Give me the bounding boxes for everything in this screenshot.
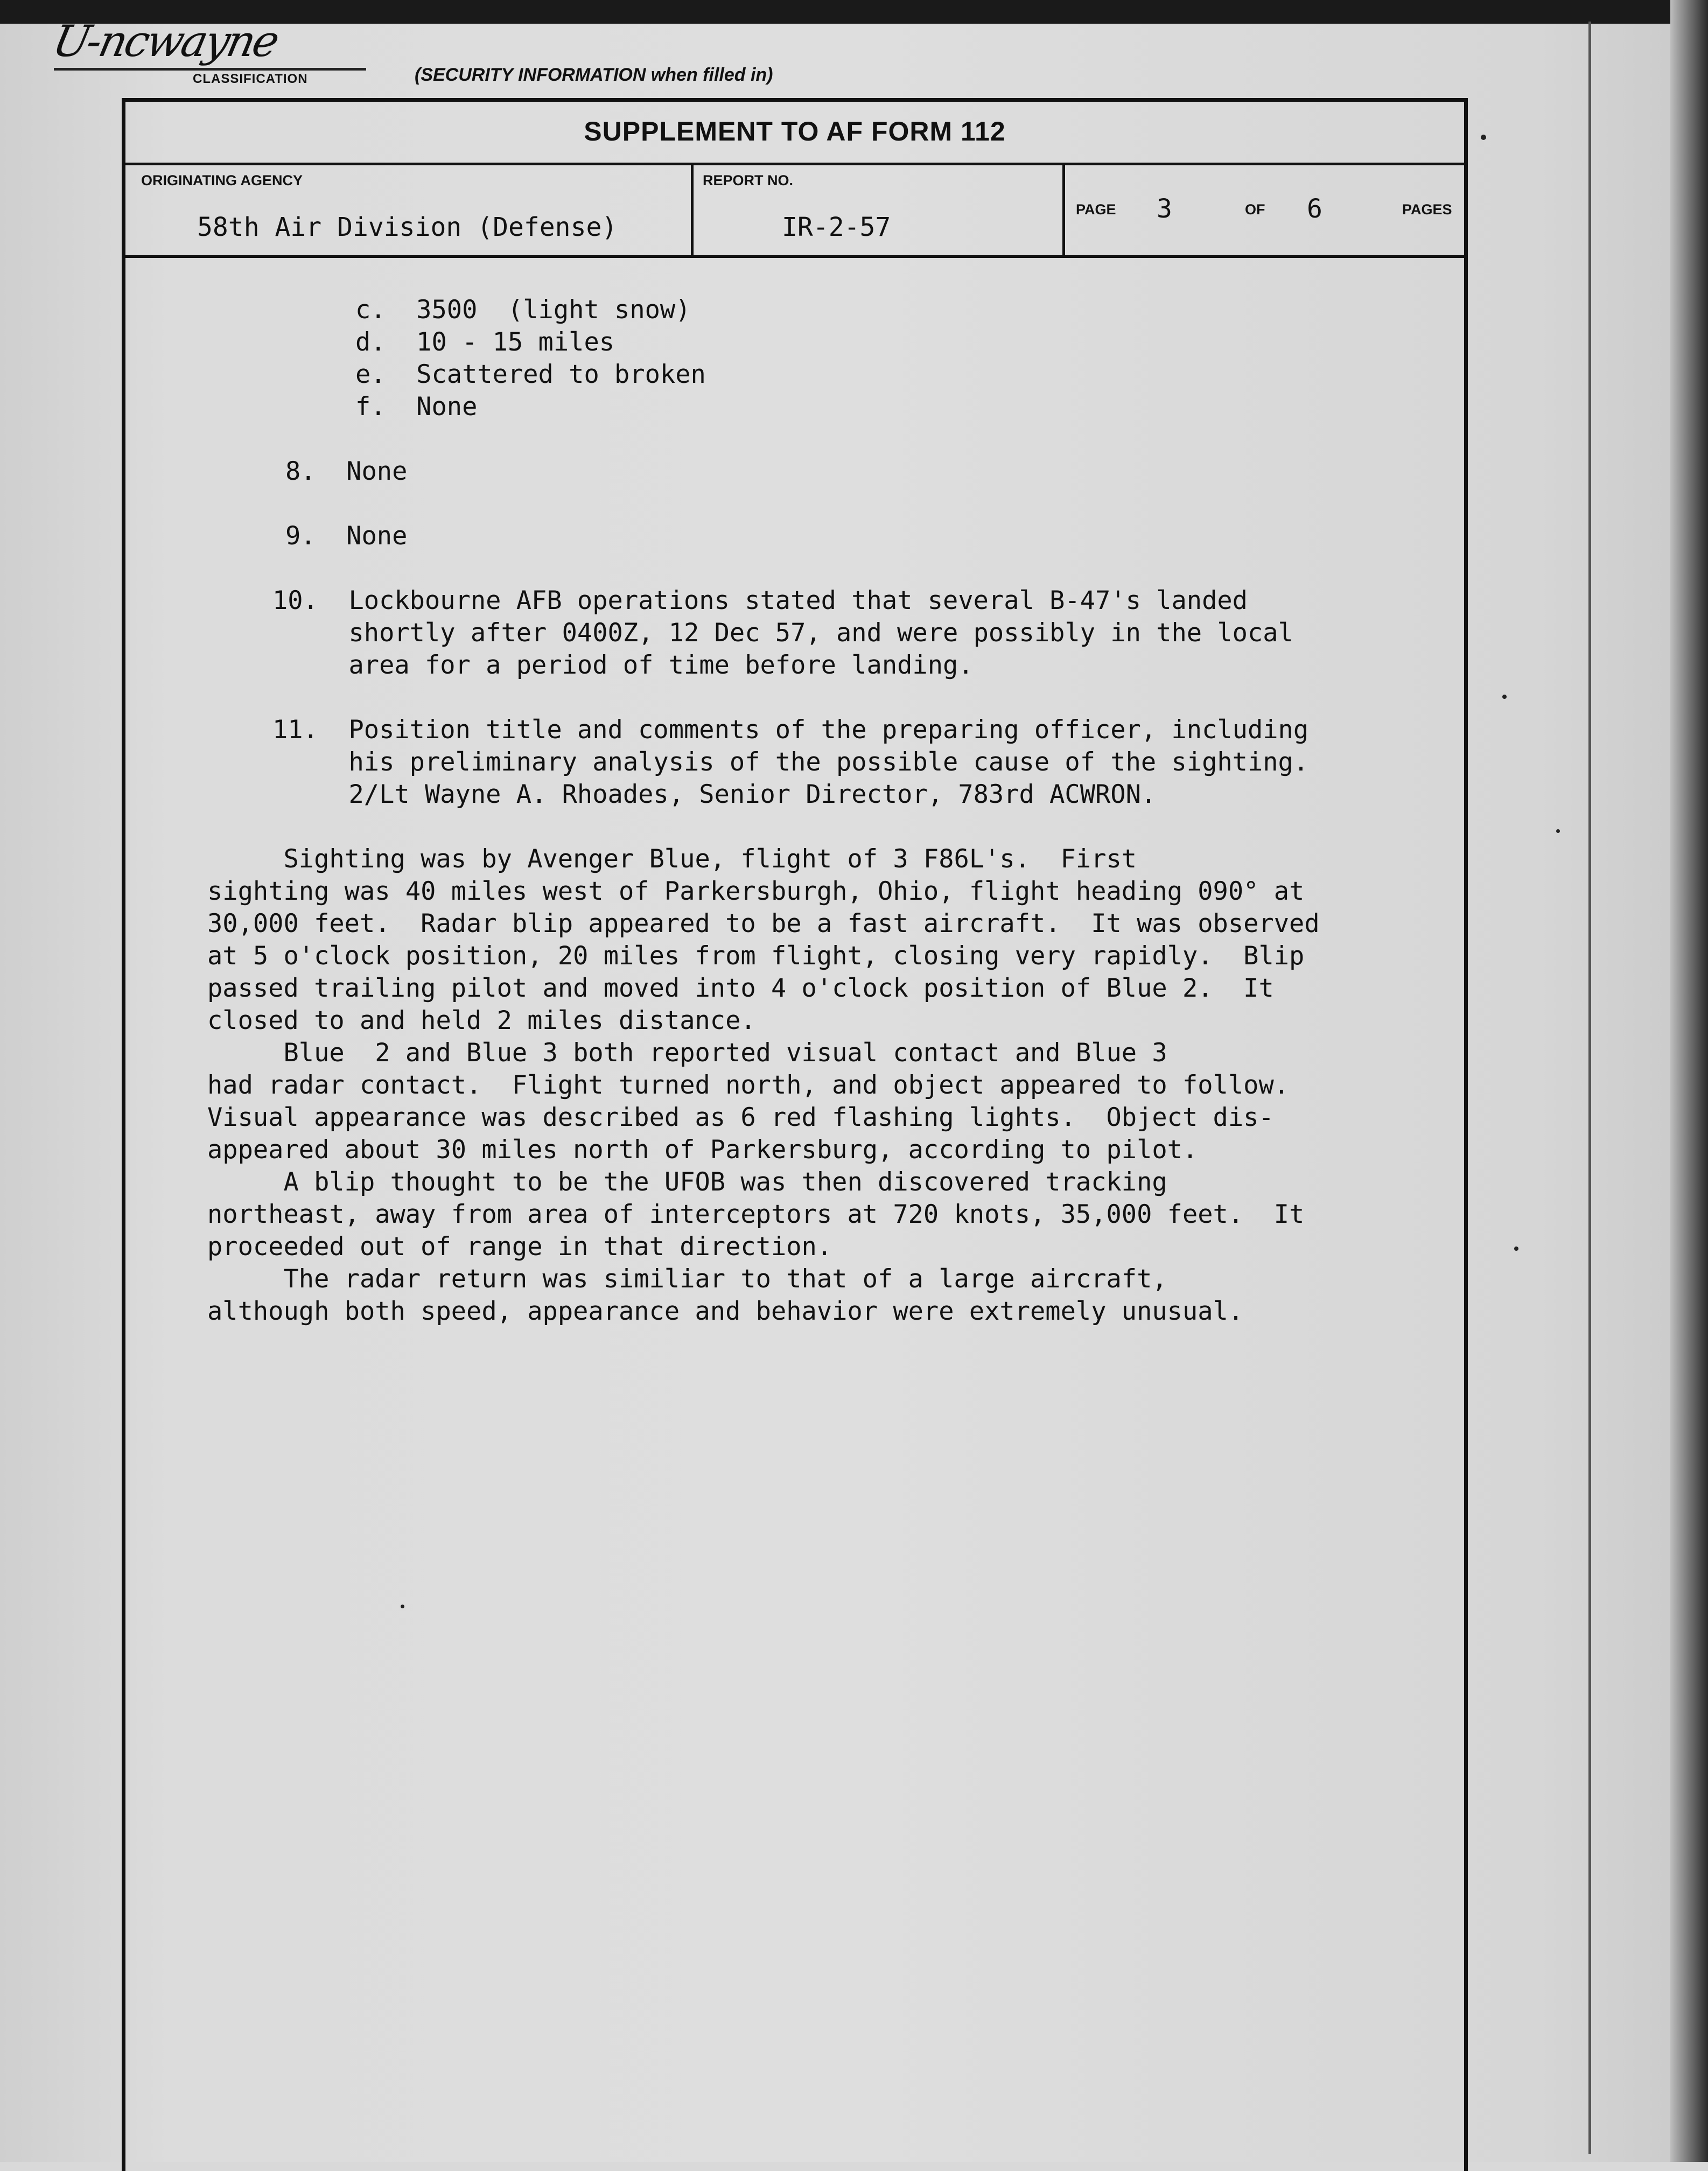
item-11-line: his preliminary analysis of the possible cause of the sighting. <box>272 747 1309 777</box>
item-f: f. None <box>355 392 478 422</box>
narrative-line: Blue 2 and Blue 3 both reported visual contact and Blue 3 <box>207 1038 1167 1068</box>
narrative-line: passed trailing pilot and moved into 4 o'clock position of Blue 2. It <box>207 974 1274 1003</box>
header-divider <box>125 255 1465 258</box>
scan-fold-line <box>1588 22 1591 2154</box>
narrative-line: Sighting was by Avenger Blue, flight of 3 F86L's. First <box>207 844 1137 874</box>
narrative-line: 30,000 feet. Radar blip appeared to be a fast aircraft. It was observed <box>207 909 1320 939</box>
item-10-line: area for a period of time before landing. <box>272 650 974 680</box>
originating-agency-label: ORIGINATING AGENCY <box>141 172 303 188</box>
classification-label: CLASSIFICATION <box>193 72 308 86</box>
page-value: 3 <box>1157 194 1172 224</box>
narrative-line: although both speed, appearance and behavior were extremely unusual. <box>207 1297 1244 1326</box>
of-value: 6 <box>1307 194 1322 224</box>
item-11-line: 2/Lt Wayne A. Rhoades, Senior Director, 783rd ACWRON. <box>272 780 1157 809</box>
narrative-line: Visual appearance was described as 6 red flashing lights. Object dis- <box>207 1103 1274 1132</box>
narrative-line: had radar contact. Flight turned north, and object appeared to follow. <box>207 1070 1290 1100</box>
item-10-line: 10. Lockbourne AFB operations stated that several B-47's landed <box>272 586 1248 615</box>
security-note: (SECURITY INFORMATION when filled in) <box>415 65 773 85</box>
page-label: PAGE <box>1076 201 1116 218</box>
narrative-line: appeared about 30 miles north of Parkersburg, according to pilot. <box>207 1135 1198 1165</box>
form-title: SUPPLEMENT TO AF FORM 112 <box>584 116 1006 146</box>
report-no-label: REPORT NO. <box>703 172 794 188</box>
of-label: OF <box>1245 201 1265 218</box>
title-divider <box>125 163 1465 165</box>
scan-speck <box>401 1605 404 1608</box>
report-no-value: IR-2-57 <box>782 212 891 242</box>
handwritten-mark: U-ncwayne <box>48 16 282 66</box>
pages-label: PAGES <box>1402 201 1452 218</box>
item-d: d. 10 - 15 miles <box>355 327 615 357</box>
narrative-line: closed to and held 2 miles distance. <box>207 1006 756 1035</box>
form-border <box>122 98 1468 2171</box>
narrative-line: sighting was 40 miles west of Parkersburgh, Ohio, flight heading 090° at <box>207 877 1305 906</box>
item-11-line: 11. Position title and comments of the preparing officer, including <box>272 715 1309 745</box>
scan-speck <box>1514 1246 1518 1251</box>
item-9: 9. None <box>285 521 408 551</box>
scan-speck <box>1502 695 1507 699</box>
agency-report-divider <box>691 163 694 258</box>
narrative-line: at 5 o'clock position, 20 miles from flight, closing very rapidly. Blip <box>207 941 1305 971</box>
classification-underline <box>54 68 366 71</box>
scan-right-edge <box>1670 0 1708 2162</box>
item-8: 8. None <box>285 457 408 486</box>
narrative-line: northeast, away from area of interceptors at 720 knots, 35,000 feet. It <box>207 1200 1305 1229</box>
narrative-line: The radar return was similiar to that of a large aircraft, <box>207 1264 1167 1294</box>
scan-speck <box>1556 829 1560 833</box>
originating-agency-value: 58th Air Division (Defense) <box>197 212 618 242</box>
scan-speck <box>1481 135 1486 140</box>
narrative-line: proceeded out of range in that direction. <box>207 1232 832 1262</box>
report-page-divider <box>1062 163 1065 258</box>
item-c: c. 3500 (light snow) <box>355 295 691 325</box>
narrative-line: A blip thought to be the UFOB was then discovered tracking <box>207 1167 1167 1197</box>
item-e: e. Scattered to broken <box>355 360 706 389</box>
item-10-line: shortly after 0400Z, 12 Dec 57, and were possibly in the local <box>272 618 1293 648</box>
